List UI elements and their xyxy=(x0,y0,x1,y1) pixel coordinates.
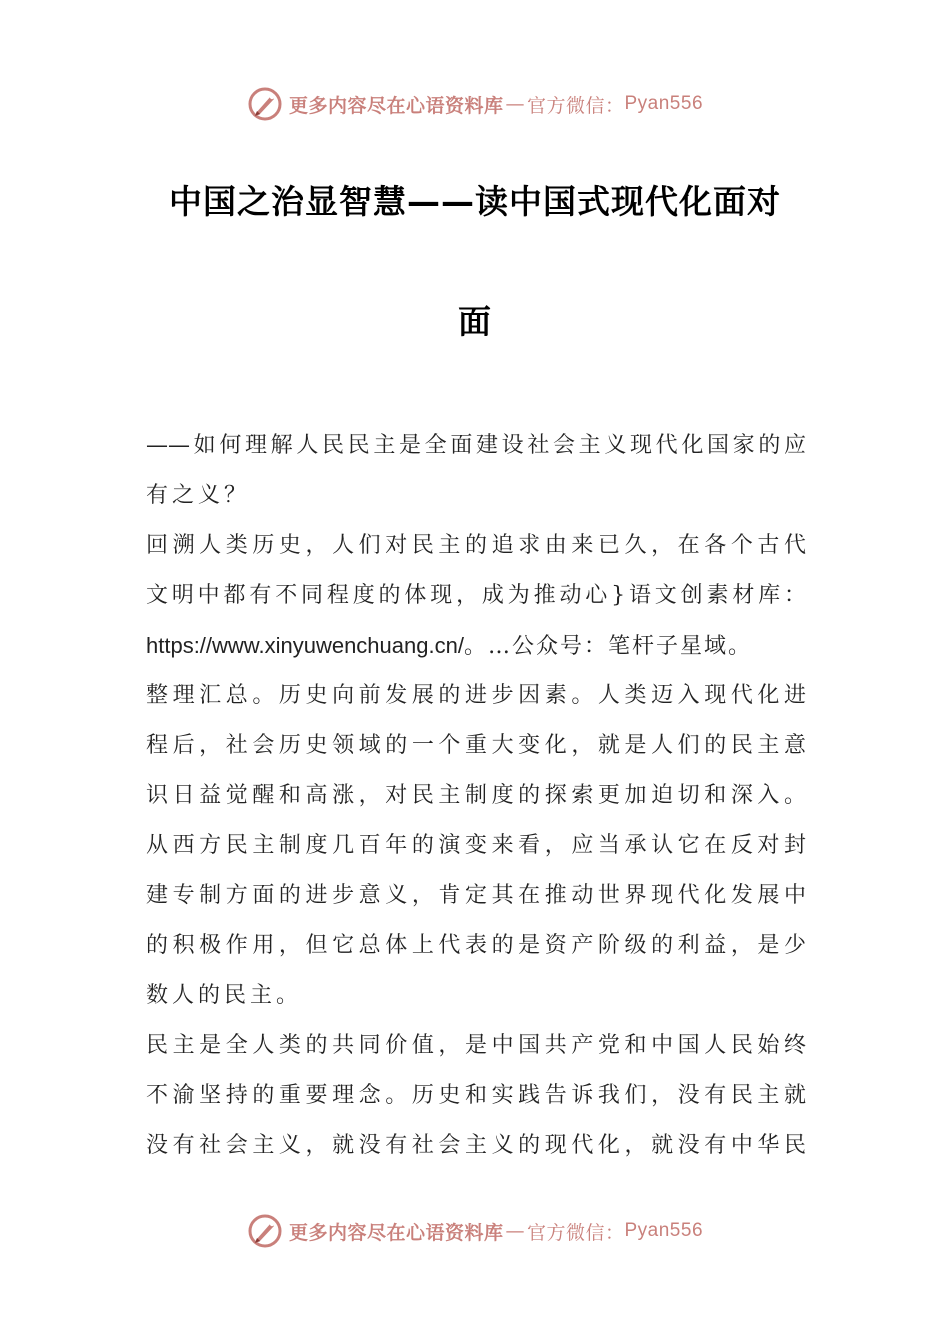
body-line-1: ——如何理解人民民主是全面建设社会主义现代化国家的应 xyxy=(146,433,806,458)
watermark-site-text: 更多内容尽在心语资料库 xyxy=(288,94,504,117)
body-url-text: https://www.xinyuwenchuang.cn/ xyxy=(146,633,464,658)
body-line-2: 有之义？ xyxy=(146,483,251,508)
body-line-7: 程后，社会历史领域的一个重大变化，就是人们的民主意 xyxy=(146,733,806,758)
watermark-wechat-label: 官方微信： xyxy=(526,94,625,117)
body-line-8: 识日益觉醒和高涨，对民主制度的探索更加迫切和深入。 xyxy=(146,783,806,808)
document-title-line1: 中国之治显智慧——读中国式现代化面对 xyxy=(169,182,781,221)
body-line-11: 的积极作用，但它总体上代表的是资产阶级的利益，是少 xyxy=(146,933,806,958)
body-line-6: 整理汇总。历史向前发展的进步因素。人类迈入现代化进 xyxy=(146,683,806,708)
watermark-wechat-id: Pyan556 xyxy=(624,93,704,114)
watermark-wechat-id: Pyan556 xyxy=(624,1220,704,1241)
body-line-3: 回溯人类历史，人们对民主的追求由来已久，在各个古代 xyxy=(146,533,806,558)
watermark-banner-bottom xyxy=(0,1211,950,1251)
body-line-5 xyxy=(146,626,806,666)
body-line-4: 文明中都有不同程度的体现，成为推动心}语文创素材库： xyxy=(146,583,806,608)
watermark-dash: — xyxy=(505,1220,525,1242)
body-line-9: 从西方民主制度几百年的演变来看，应当承认它在反对封 xyxy=(146,833,806,858)
pen-logo-icon xyxy=(247,86,283,122)
document-title-line2: 面 xyxy=(458,302,492,341)
watermark-wechat-label: 官方微信： xyxy=(526,1221,625,1244)
watermark-banner-top xyxy=(0,84,950,124)
body-line-15: 没有社会主义，就没有社会主义的现代化，就没有中华民 xyxy=(146,1133,806,1158)
watermark-dash: — xyxy=(505,93,525,115)
watermark-site-text: 更多内容尽在心语资料库 xyxy=(288,1221,504,1244)
body-line-10: 建专制方面的进步意义，肯定其在推动世界现代化发展中 xyxy=(146,883,806,908)
body-line-13: 民主是全人类的共同价值，是中国共产党和中国人民始终 xyxy=(146,1033,806,1058)
pen-logo-icon xyxy=(247,1213,283,1249)
body-line-14: 不渝坚持的重要理念。历史和实践告诉我们，没有民主就 xyxy=(146,1083,806,1108)
document-body xyxy=(146,426,806,1186)
body-line-5-rest: 。…公众号：笔杆子星域。 xyxy=(463,634,752,659)
body-line-12: 数人的民主。 xyxy=(146,983,303,1008)
